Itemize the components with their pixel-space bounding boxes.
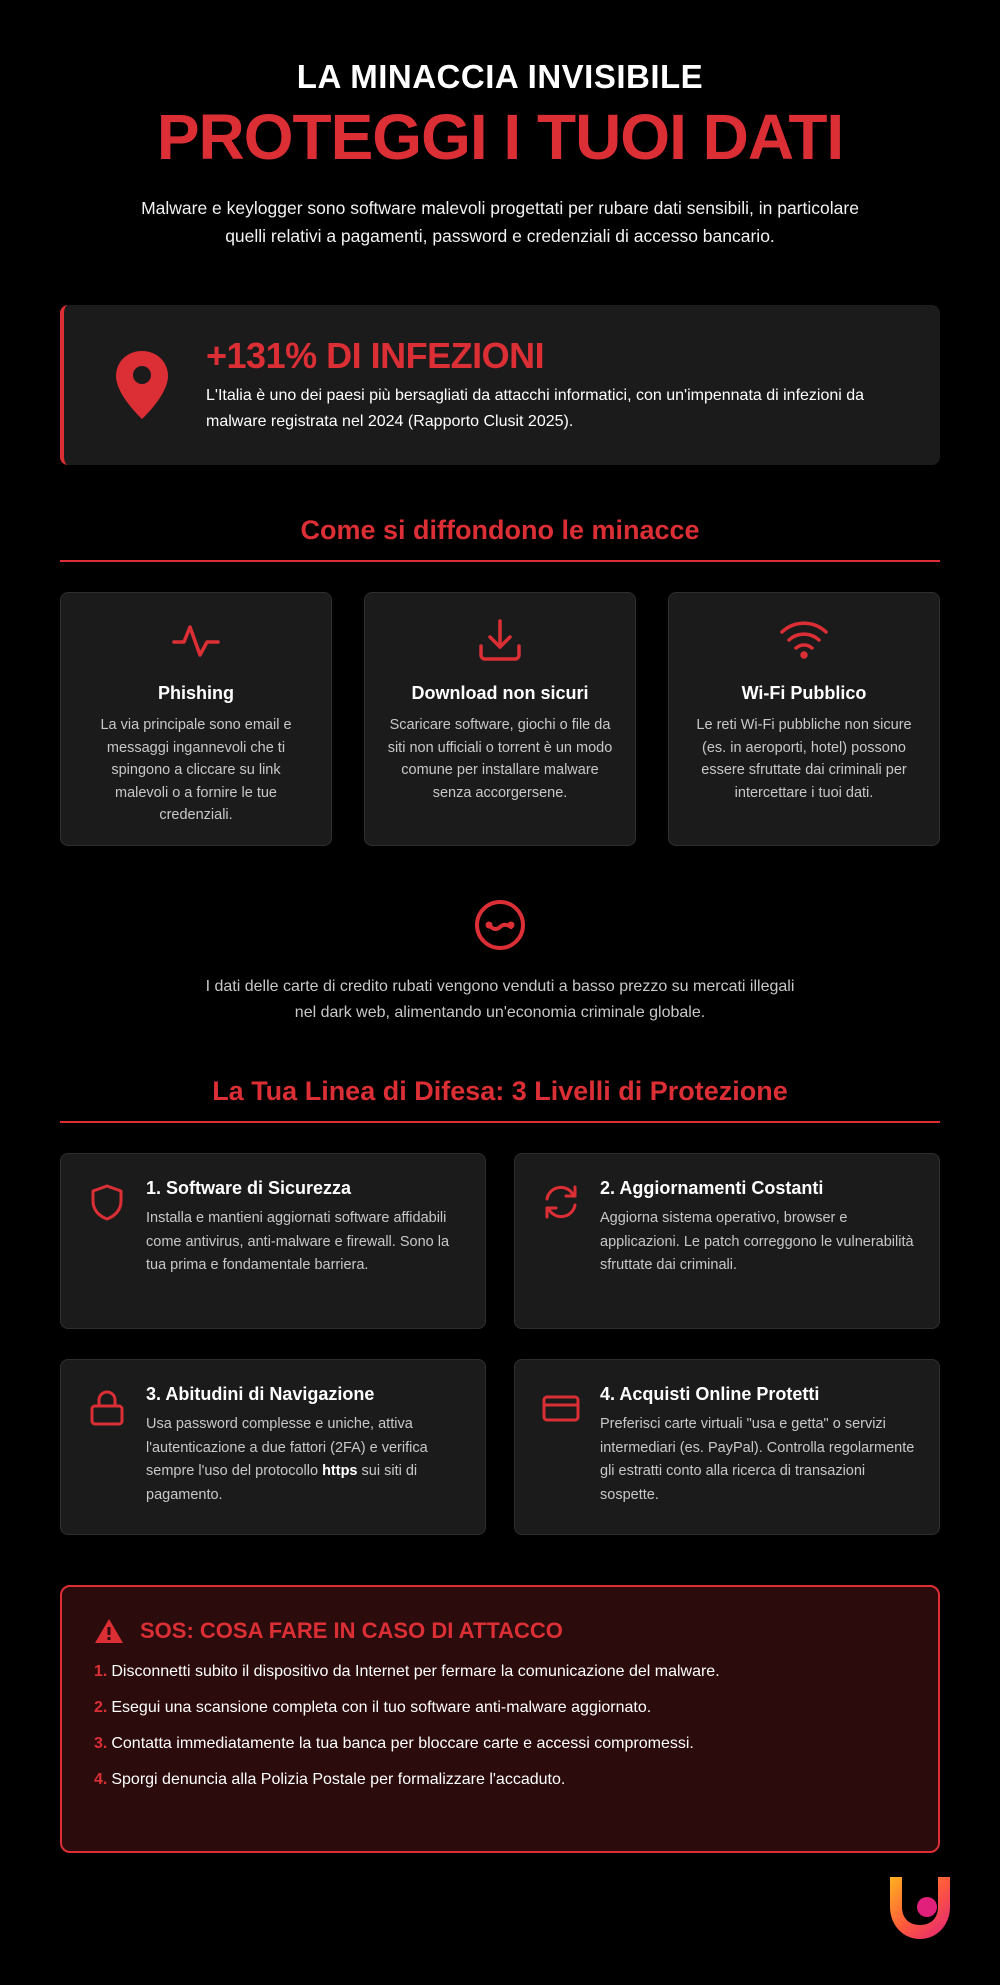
sos-title: SOS: COSA FARE IN CASO DI ATTACCO	[140, 1617, 563, 1643]
kicker: LA MINACCIA INVISIBILE	[296, 58, 704, 95]
refresh-icon	[541, 1182, 581, 1222]
warning-icon	[94, 1617, 124, 1645]
sos-step: 3. Contatta immediatamente la tua banca per bloccare carte e accessi compromessi.	[94, 1734, 694, 1752]
sos-step: 1. Disconnetti subito il dispositivo da Internet per fermare la comunicazione del malware.	[94, 1662, 720, 1680]
defense-card-title: 2. Aggiornamenti Costanti	[600, 1177, 824, 1198]
activity-icon	[171, 615, 221, 665]
sos-step: 2. Esegui una scansione completa con il tuo software anti-malware aggiornato.	[94, 1698, 652, 1716]
shield-icon	[87, 1182, 127, 1222]
defense-card-title: 4. Acquisti Online Protetti	[600, 1383, 820, 1404]
stat-description: L'Italia è uno dei paesi più bersagliati da attacchi informatici, con un'impennata di infezioni da malware registrata nel 2024 (Rapporto Clusit 2025).	[206, 387, 865, 430]
download-icon	[475, 615, 525, 665]
defense-section-title: La Tua Linea di Difesa: 3 Livelli di Protezione	[60, 1076, 940, 1123]
threat-card-title: Wi-Fi Pubblico	[741, 683, 867, 704]
defense-card-browsing	[60, 1359, 486, 1535]
stat-callout	[60, 305, 940, 465]
defense-card-title: 3. Abitudini di Navigazione	[146, 1383, 375, 1404]
threat-card-phishing	[60, 592, 332, 846]
map-pin-icon	[112, 349, 172, 421]
defense-cards	[60, 1153, 940, 1565]
https-keyword: https	[322, 1463, 358, 1480]
stat-headline: +131% DI INFEZIONI	[206, 335, 545, 377]
dark-web-icon	[473, 898, 527, 952]
defense-card-text: Preferisci carte virtuali "usa e getta" o servizi intermediari (es. PayPal). Controlla regolarmente gli estratti conto alla ricerca di transazioni sospette.	[600, 1415, 915, 1504]
defense-card-text: Installa e mantieni aggiornati software affidabili come antivirus, anti-malware e firewall. Sono la tua prima e fondamentale barriera.	[146, 1209, 450, 1274]
credit-card-icon	[541, 1388, 581, 1428]
defense-card-text: Usa password complesse e uniche, attiva l'autenticazione a due fattori (2FA) e verifica sempre l'uso del protocollo https sui siti di pagamento.	[146, 1415, 428, 1504]
threat-card-title: Phishing	[158, 683, 234, 704]
defense-card-text: Aggiorna sistema operativo, browser e applicazioni. Le patch correggono le vulnerabilità sfruttate dai criminali.	[600, 1209, 914, 1274]
sos-step: 4. Sporgi denuncia alla Polizia Postale per formalizzare l'accaduto.	[94, 1770, 566, 1788]
sos-box	[60, 1585, 940, 1853]
page-title: PROTEGGI I TUOI DATI	[156, 101, 844, 173]
defense-card-software	[60, 1153, 486, 1329]
wifi-icon	[779, 615, 829, 665]
sos-steps	[94, 1663, 906, 1789]
dark-web-text: I dati delle carte di credito rubati vengono venduti a basso prezzo su mercati illegali nel dark web, alimentando un'economia criminale globale.	[205, 978, 795, 1021]
threat-card-text: Scaricare software, giochi o file da siti non ufficiali o torrent è un modo comune per installare malware senza accorgersene.	[387, 717, 613, 801]
defense-card-shopping	[514, 1359, 940, 1535]
defense-card-updates	[514, 1153, 940, 1329]
defense-card-title: 1. Software di Sicurezza	[146, 1177, 352, 1198]
threat-card-text: La via principale sono email e messaggi ingannevoli che ti spingono a cliccare su link malevoli o a fornire le tue credenziali.	[100, 717, 292, 824]
threat-card-wifi	[668, 592, 940, 846]
threat-cards	[60, 592, 940, 846]
dark-web-note	[60, 898, 940, 1025]
intro-text: Malware e keylogger sono software malevoli progettati per rubare dati sensibili, in particolare quelli relativi a pagamenti, password e credenziali di accesso bancario.	[141, 198, 859, 247]
threat-card-text: Le reti Wi-Fi pubbliche non sicure (es. in aeroporti, hotel) possono essere sfruttate dai criminali per intercettare i tuoi dati.	[696, 717, 912, 801]
lock-icon	[87, 1388, 127, 1428]
threat-card-title: Download non sicuri	[411, 683, 589, 704]
threat-card-download	[364, 592, 636, 846]
spread-section-title: Come si diffondono le minacce	[60, 515, 940, 562]
header	[60, 0, 940, 250]
infographic	[60, 0, 940, 1853]
brand-logo-icon	[885, 1871, 955, 1943]
